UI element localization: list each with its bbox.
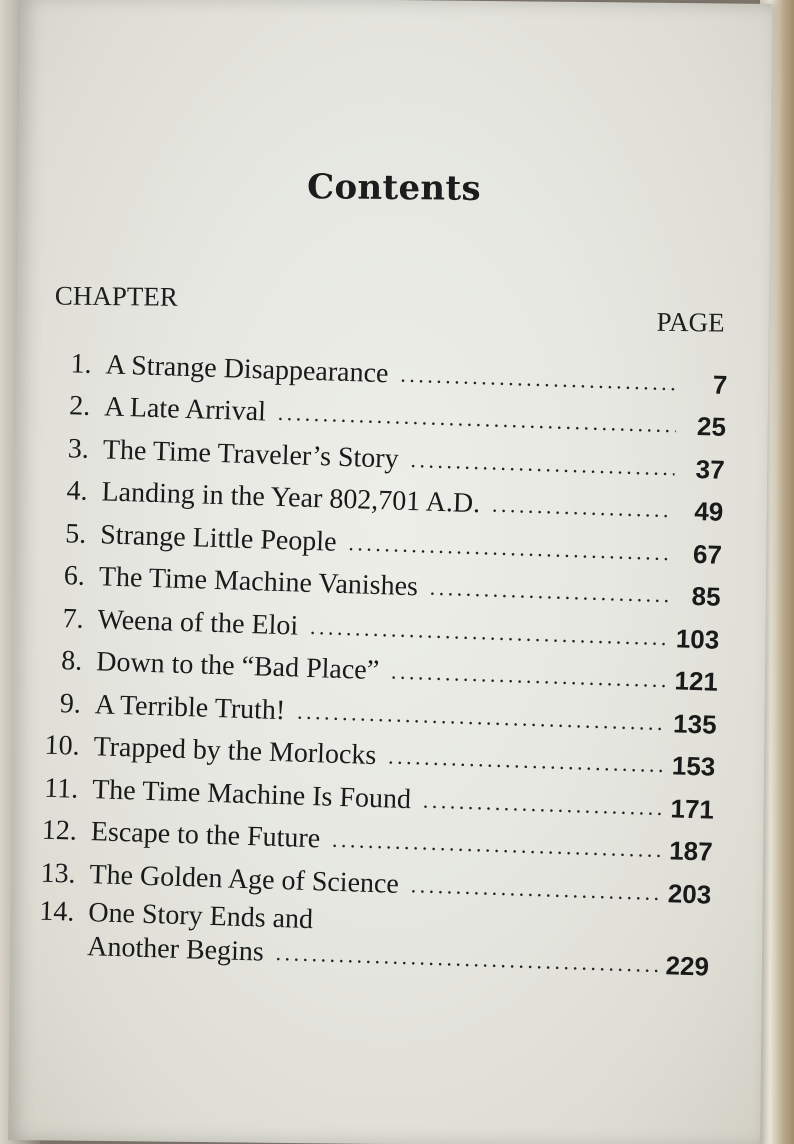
chapter-number: 7. [62, 602, 85, 635]
page-number: 187 [668, 835, 714, 867]
chapter-number: 2. [68, 390, 91, 422]
chapter-title: Escape to the Future [90, 816, 321, 855]
chapter-title: The Time Machine Is Found [91, 773, 412, 815]
book-page [8, 0, 772, 1144]
chapter-number: 10. [44, 729, 81, 762]
chapter-number: 9. [59, 687, 82, 720]
chapter-number: 4. [66, 475, 89, 507]
chapter-title: A Terrible Truth! [94, 688, 286, 726]
page-number: 103 [675, 622, 720, 655]
chapter-title: The Time Traveler’s Story [102, 433, 400, 475]
chapter-title: The Time Machine Vanishes [98, 561, 419, 603]
chapter-title: Weena of the Eloi [97, 603, 299, 642]
chapter-number: 6. [63, 560, 86, 592]
page-number: 121 [674, 665, 719, 697]
page-number: 171 [670, 792, 715, 825]
chapter-title: Down to the “Bad Place” [95, 646, 380, 687]
page-number: 37 [695, 453, 726, 485]
table-of-contents [21, 336, 728, 982]
page-number: 85 [691, 580, 722, 612]
chapter-number: 11. [43, 772, 79, 805]
page-number: 67 [692, 538, 723, 570]
chapter-number: 5. [64, 517, 87, 550]
chapter-title: Trapped by the Morlocks [93, 731, 377, 772]
chapter-title: Strange Little People [99, 518, 338, 558]
page-number: 229 [665, 949, 710, 982]
chapter-title: The Golden Age of Science [89, 858, 400, 900]
page-number: 203 [667, 877, 712, 910]
page-number: 135 [672, 707, 718, 740]
chapter-number: 13. [40, 857, 77, 890]
chapter-number: 8. [60, 645, 83, 677]
dot-leader [492, 489, 674, 527]
page-title: Contents [306, 167, 482, 209]
chapter-number: 3. [67, 432, 90, 465]
chapter-title: A Strange Disappearance [105, 348, 389, 389]
chapter-title: A Late Arrival [103, 391, 267, 428]
page-number: 25 [696, 411, 727, 442]
chapter-title-line-1: One Story Ends and [87, 896, 314, 935]
chapter-title-line-2: Another Begins [86, 930, 265, 968]
chapter-number: 1. [70, 347, 93, 380]
page-number: 7 [712, 368, 728, 400]
page-number: 153 [671, 750, 716, 782]
chapter-column-label: CHAPTER [54, 280, 179, 312]
chapter-title: Landing in the Year 802,701 A.D. [101, 476, 481, 520]
chapter-number: 14. [38, 895, 75, 928]
page-number: 49 [693, 495, 724, 527]
page-column-label: PAGE [656, 306, 725, 338]
chapter-number: 12. [41, 814, 78, 847]
